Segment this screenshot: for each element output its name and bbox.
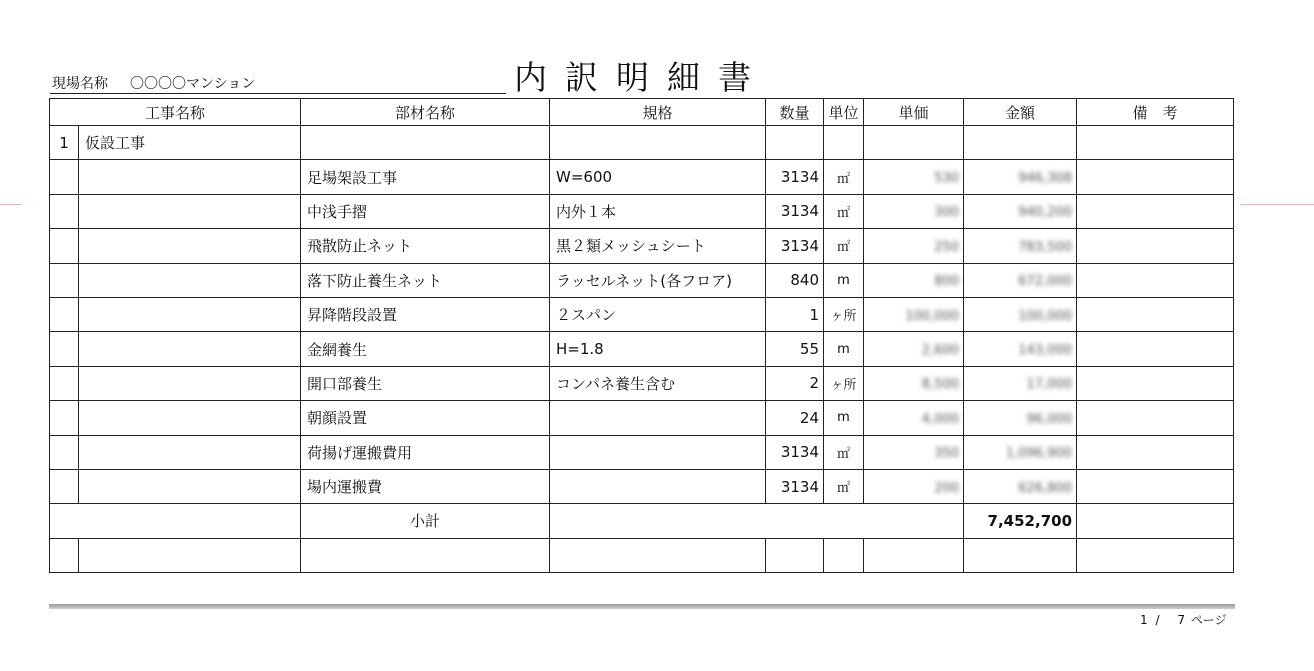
unit-price-value: 2,600 [921,343,960,359]
material-name-cell: 開口部養生 [301,366,550,400]
cell-empty [79,435,301,469]
unit-price-cell [864,297,964,331]
subtotal-label: 小計 [301,504,550,538]
table-row [50,469,1234,503]
remarks-cell [1077,194,1234,228]
cell-empty [50,263,79,297]
unit-price-cell [864,229,964,263]
cell-empty [50,366,79,400]
unit-cell: ㎡ [824,160,864,194]
breakdown-table [49,98,1234,573]
remarks-cell [1077,435,1234,469]
spec-cell [550,435,766,469]
category-number: 1 [50,126,79,160]
material-name-cell: 中浅手摺 [301,194,550,228]
page-current: 1 [1140,613,1148,627]
spec-cell: 黒２類メッシュシート [550,229,766,263]
amount-value: 940,200 [1018,205,1073,221]
unit-price-value: 200 [934,480,960,496]
unit-cell: ㎡ [824,194,864,228]
amount-cell [964,229,1077,263]
quantity-cell: 3134 [766,435,824,469]
remarks-cell [1077,263,1234,297]
cell-empty [50,538,79,572]
material-name-cell: 足場架設工事 [301,160,550,194]
col-header-material-name: 部材名称 [301,99,550,126]
unit-price-cell [864,469,964,503]
amount-cell [964,194,1077,228]
cell-empty [766,538,824,572]
amount-cell [964,332,1077,366]
amount-value: 672,000 [1018,274,1073,290]
cell-empty [550,538,766,572]
unit-price-cell [864,263,964,297]
cell-empty [964,126,1077,160]
amount-value: 143,000 [1018,343,1073,359]
site-name-value: 〇〇〇〇マンション [130,76,256,92]
table-row [50,401,1234,435]
unit-price-value: 350 [934,446,960,462]
cell-empty [550,504,964,538]
quantity-cell: 55 [766,332,824,366]
amount-value: 626,800 [1018,480,1073,496]
table-row [50,160,1234,194]
spec-cell: 内外１本 [550,194,766,228]
amount-cell [964,401,1077,435]
table-row [50,435,1234,469]
unit-price-cell [864,401,964,435]
subtotal-amount: 7,452,700 [964,504,1077,538]
cell-empty [824,538,864,572]
cell-empty [1077,126,1234,160]
cell-empty [964,538,1077,572]
spec-cell: H=1.8 [550,332,766,366]
bottom-rule [49,604,1235,609]
cell-empty [50,229,79,263]
col-header-remarks: 備 考 [1077,99,1234,126]
table-header-row [50,99,1234,126]
page-total: 7 [1177,613,1185,627]
quantity-cell: 1 [766,297,824,331]
page-separator: / [1155,613,1160,627]
unit-price-value: 250 [934,239,960,255]
col-header-unit-price: 単価 [864,99,964,126]
cell-empty [79,263,301,297]
unit-price-value: 300 [934,205,960,221]
amount-value: 17,000 [1026,377,1073,393]
unit-cell: ㎡ [824,229,864,263]
unit-cell: ㎡ [824,469,864,503]
quantity-cell: 24 [766,401,824,435]
unit-price-value: 530 [934,171,960,187]
remarks-cell [1077,401,1234,435]
cell-empty [79,160,301,194]
spec-cell: W=600 [550,160,766,194]
cell-empty [79,401,301,435]
cell-empty [79,332,301,366]
amount-value: 1,096,900 [1005,446,1073,462]
left-edge-mark [0,204,22,205]
col-header-spec: 規格 [550,99,766,126]
cell-empty [79,194,301,228]
quantity-cell: 3134 [766,229,824,263]
amount-value: 783,500 [1018,239,1073,255]
unit-price-cell [864,366,964,400]
table-row [50,229,1234,263]
category-row [50,126,1234,160]
site-name-label: 現場名称 [52,76,108,92]
cell-empty [79,538,301,572]
unit-price-value: 4,000 [921,411,960,427]
unit-cell: m [824,401,864,435]
spec-cell [550,469,766,503]
col-header-unit: 単位 [824,99,864,126]
cell-empty [766,126,824,160]
cell-empty [1077,538,1234,572]
amount-value: 946,308 [1018,171,1073,187]
remarks-cell [1077,366,1234,400]
material-name-cell: 落下防止養生ネット [301,263,550,297]
unit-price-value: 800 [934,274,960,290]
cell-empty [301,126,550,160]
amount-value: 96,000 [1026,411,1073,427]
amount-cell [964,435,1077,469]
breakdown-table-container [49,98,1233,574]
table-row [50,366,1234,400]
remarks-cell [1077,469,1234,503]
site-name-line [50,68,506,94]
table-row [50,263,1234,297]
material-name-cell: 朝顔設置 [301,401,550,435]
cell-empty [50,160,79,194]
unit-price-cell [864,160,964,194]
col-header-work-name: 工事名称 [50,99,301,126]
cell-empty [79,469,301,503]
material-name-cell: 場内運搬費 [301,469,550,503]
cell-empty [50,332,79,366]
amount-cell [964,263,1077,297]
cell-empty [864,126,964,160]
remarks-cell [1077,332,1234,366]
material-name-cell: 昇降階段設置 [301,297,550,331]
unit-cell: ヶ所 [824,297,864,331]
unit-cell: m [824,263,864,297]
cell-empty [79,229,301,263]
amount-cell [964,160,1077,194]
cell-empty [79,297,301,331]
cell-empty [50,469,79,503]
cell-empty [50,401,79,435]
document-title: 内訳明細書 [514,58,769,97]
remarks-cell [1077,504,1234,538]
table-row [50,297,1234,331]
unit-price-cell [864,194,964,228]
unit-price-value: 100,000 [905,308,960,324]
unit-price-cell [864,435,964,469]
quantity-cell: 3134 [766,160,824,194]
amount-cell [964,469,1077,503]
col-header-quantity: 数量 [766,99,824,126]
unit-cell: ヶ所 [824,366,864,400]
table-body [50,126,1234,573]
quantity-cell: 3134 [766,194,824,228]
cell-empty [50,297,79,331]
page-indicator [1140,611,1231,628]
cell-empty [79,366,301,400]
material-name-cell: 飛散防止ネット [301,229,550,263]
quantity-cell: 2 [766,366,824,400]
spec-cell: ２スパン [550,297,766,331]
amount-cell [964,297,1077,331]
category-name: 仮設工事 [79,126,301,160]
quantity-cell: 840 [766,263,824,297]
page-suffix: ページ [1190,613,1227,627]
cell-empty [50,194,79,228]
amount-value: 100,000 [1018,308,1073,324]
spec-cell: コンパネ養生含む [550,366,766,400]
unit-price-cell [864,332,964,366]
table-row [50,332,1234,366]
remarks-cell [1077,297,1234,331]
cell-empty [824,126,864,160]
spec-cell: ラッセルネット(各フロア) [550,263,766,297]
cell-empty [550,126,766,160]
material-name-cell: 金網養生 [301,332,550,366]
spec-cell [550,401,766,435]
table-row-empty [50,538,1234,572]
unit-cell: ㎡ [824,435,864,469]
unit-price-value: 8,500 [921,377,960,393]
remarks-cell [1077,160,1234,194]
quantity-cell: 3134 [766,469,824,503]
table-row [50,194,1234,228]
cell-empty [50,435,79,469]
cell-empty [864,538,964,572]
right-edge-mark [1240,204,1314,205]
unit-cell: m [824,332,864,366]
remarks-cell [1077,229,1234,263]
amount-cell [964,366,1077,400]
subtotal-row [50,504,1234,538]
cell-empty [50,504,301,538]
cell-empty [301,538,550,572]
col-header-amount: 金額 [964,99,1077,126]
material-name-cell: 荷揚げ運搬費用 [301,435,550,469]
